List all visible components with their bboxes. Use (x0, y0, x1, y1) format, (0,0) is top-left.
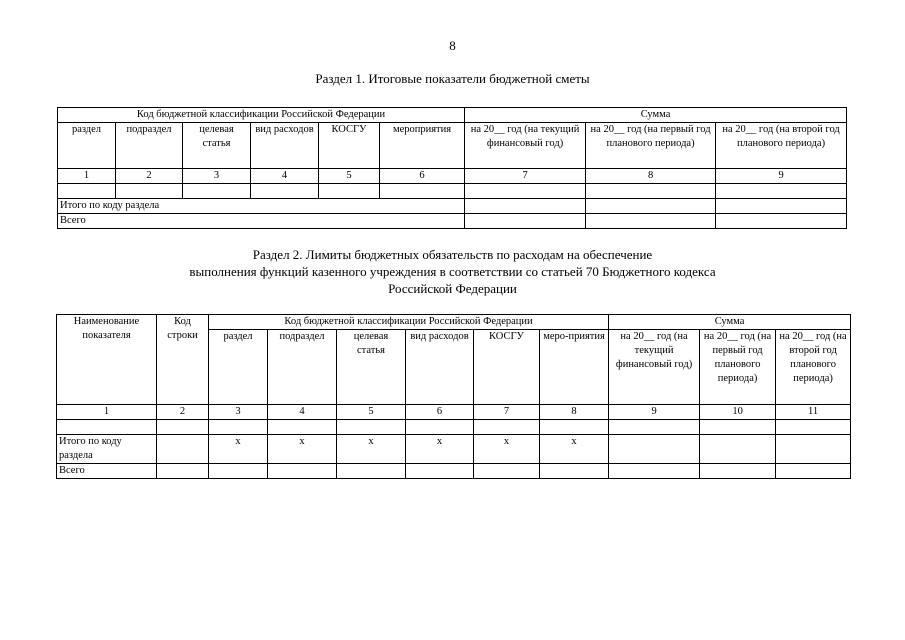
table-cell (700, 420, 776, 435)
x-mark: x (337, 435, 406, 464)
table-cell (251, 184, 319, 199)
table-cell (716, 184, 847, 199)
table-cell (586, 214, 716, 229)
column-header: целевая статья (183, 123, 251, 169)
column-header: КОСГУ (474, 330, 540, 405)
column-header: мероприятия (380, 123, 465, 169)
table-row (58, 184, 847, 199)
table-cell (406, 464, 474, 479)
table-cell (609, 420, 700, 435)
section2-title-line: выполнения функций казенного учреждения в соответствии со статьей 70 Бюджетного кодекса (189, 264, 716, 279)
column-number: 1 (57, 405, 157, 420)
kbk-header: Код бюджетной классификации Российской Федерации (209, 315, 609, 330)
column-header: на 20__ год (на текущий финансовый год) (609, 330, 700, 405)
column-header: меро-приятия (540, 330, 609, 405)
table-cell (268, 420, 337, 435)
column-number: 2 (157, 405, 209, 420)
table-cell (474, 420, 540, 435)
table-cell (465, 214, 586, 229)
column-number: 8 (540, 405, 609, 420)
column-header: на 20__ год (на текущий финансовый год) (465, 123, 586, 169)
sum-header: Сумма (609, 315, 851, 330)
section2-group-header-row (57, 315, 851, 330)
section1-group-header-row (58, 108, 847, 123)
table-cell (406, 420, 474, 435)
table-cell (540, 420, 609, 435)
column-number: 9 (609, 405, 700, 420)
section2-title-line: Российской Федерации (388, 281, 517, 296)
section1-title: Раздел 1. Итоговые показатели бюджетной сметы (315, 71, 590, 86)
table-cell (319, 184, 380, 199)
section1-total-section-row (58, 199, 847, 214)
section2-title (0, 246, 905, 297)
x-mark: x (268, 435, 337, 464)
table-cell (157, 420, 209, 435)
x-mark: x (474, 435, 540, 464)
sum-header: Сумма (465, 108, 847, 123)
table-cell (116, 184, 183, 199)
column-number: 4 (268, 405, 337, 420)
name-header: Наименование показателя (57, 315, 157, 405)
table-cell (716, 214, 847, 229)
section2-title-line: Раздел 2. Лимиты бюджетных обязательств по расходам на обеспечение (252, 247, 653, 262)
kbk-header: Код бюджетной классификации Российской Федерации (58, 108, 465, 123)
column-header: на 20__ год (на второй год планового периода) (776, 330, 851, 405)
column-number: 7 (465, 169, 586, 184)
table-cell (337, 464, 406, 479)
table-cell (58, 184, 116, 199)
table-cell (268, 464, 337, 479)
column-header: подраздел (116, 123, 183, 169)
column-header: вид расходов (251, 123, 319, 169)
section2-total-row (57, 464, 851, 479)
column-number: 9 (716, 169, 847, 184)
section1-total-row (58, 214, 847, 229)
section1-table (57, 107, 847, 229)
column-number: 5 (319, 169, 380, 184)
column-number: 6 (380, 169, 465, 184)
section1-number-row (58, 169, 847, 184)
table-cell (716, 199, 847, 214)
column-header: подраздел (268, 330, 337, 405)
table-cell (776, 420, 851, 435)
table-cell (57, 420, 157, 435)
code-header: Код строки (157, 315, 209, 405)
total-label: Всего (57, 464, 157, 479)
table-cell (183, 184, 251, 199)
table-cell (209, 420, 268, 435)
table-cell (586, 199, 716, 214)
table-cell (700, 464, 776, 479)
column-number: 6 (406, 405, 474, 420)
column-header: раздел (58, 123, 116, 169)
column-header: целевая статья (337, 330, 406, 405)
page-number: 8 (449, 38, 456, 53)
column-number: 1 (58, 169, 116, 184)
section2-total-section-row (57, 435, 851, 464)
section2-number-row (57, 405, 851, 420)
table-cell (776, 435, 851, 464)
total-section-label: Итого по коду раздела (57, 435, 157, 464)
table-cell (380, 184, 465, 199)
column-number: 8 (586, 169, 716, 184)
column-header: на 20__ год (на второй год планового периода) (716, 123, 847, 169)
column-header: КОСГУ (319, 123, 380, 169)
total-section-label: Итого по коду раздела (58, 199, 465, 214)
column-number: 2 (116, 169, 183, 184)
table-cell (337, 420, 406, 435)
column-header: раздел (209, 330, 268, 405)
table-cell (609, 464, 700, 479)
column-number: 11 (776, 405, 851, 420)
table-cell (474, 464, 540, 479)
table-row (57, 420, 851, 435)
table-cell (609, 435, 700, 464)
x-mark: x (209, 435, 268, 464)
table-cell (157, 464, 209, 479)
column-number: 3 (183, 169, 251, 184)
table-cell (465, 199, 586, 214)
x-mark: x (406, 435, 474, 464)
column-header: на 20__ год (на первый год планового периода) (700, 330, 776, 405)
table-cell (465, 184, 586, 199)
table-cell (586, 184, 716, 199)
column-number: 4 (251, 169, 319, 184)
table-cell (776, 464, 851, 479)
section2-table (56, 314, 851, 479)
table-cell (700, 435, 776, 464)
section1-column-header-row (58, 123, 847, 169)
column-number: 10 (700, 405, 776, 420)
table-cell (209, 464, 268, 479)
total-label: Всего (58, 214, 465, 229)
x-mark: x (540, 435, 609, 464)
column-number: 3 (209, 405, 268, 420)
column-number: 5 (337, 405, 406, 420)
column-header: вид расходов (406, 330, 474, 405)
column-header: на 20__ год (на первый год планового периода) (586, 123, 716, 169)
column-number: 7 (474, 405, 540, 420)
table-cell (540, 464, 609, 479)
table-cell (157, 435, 209, 464)
